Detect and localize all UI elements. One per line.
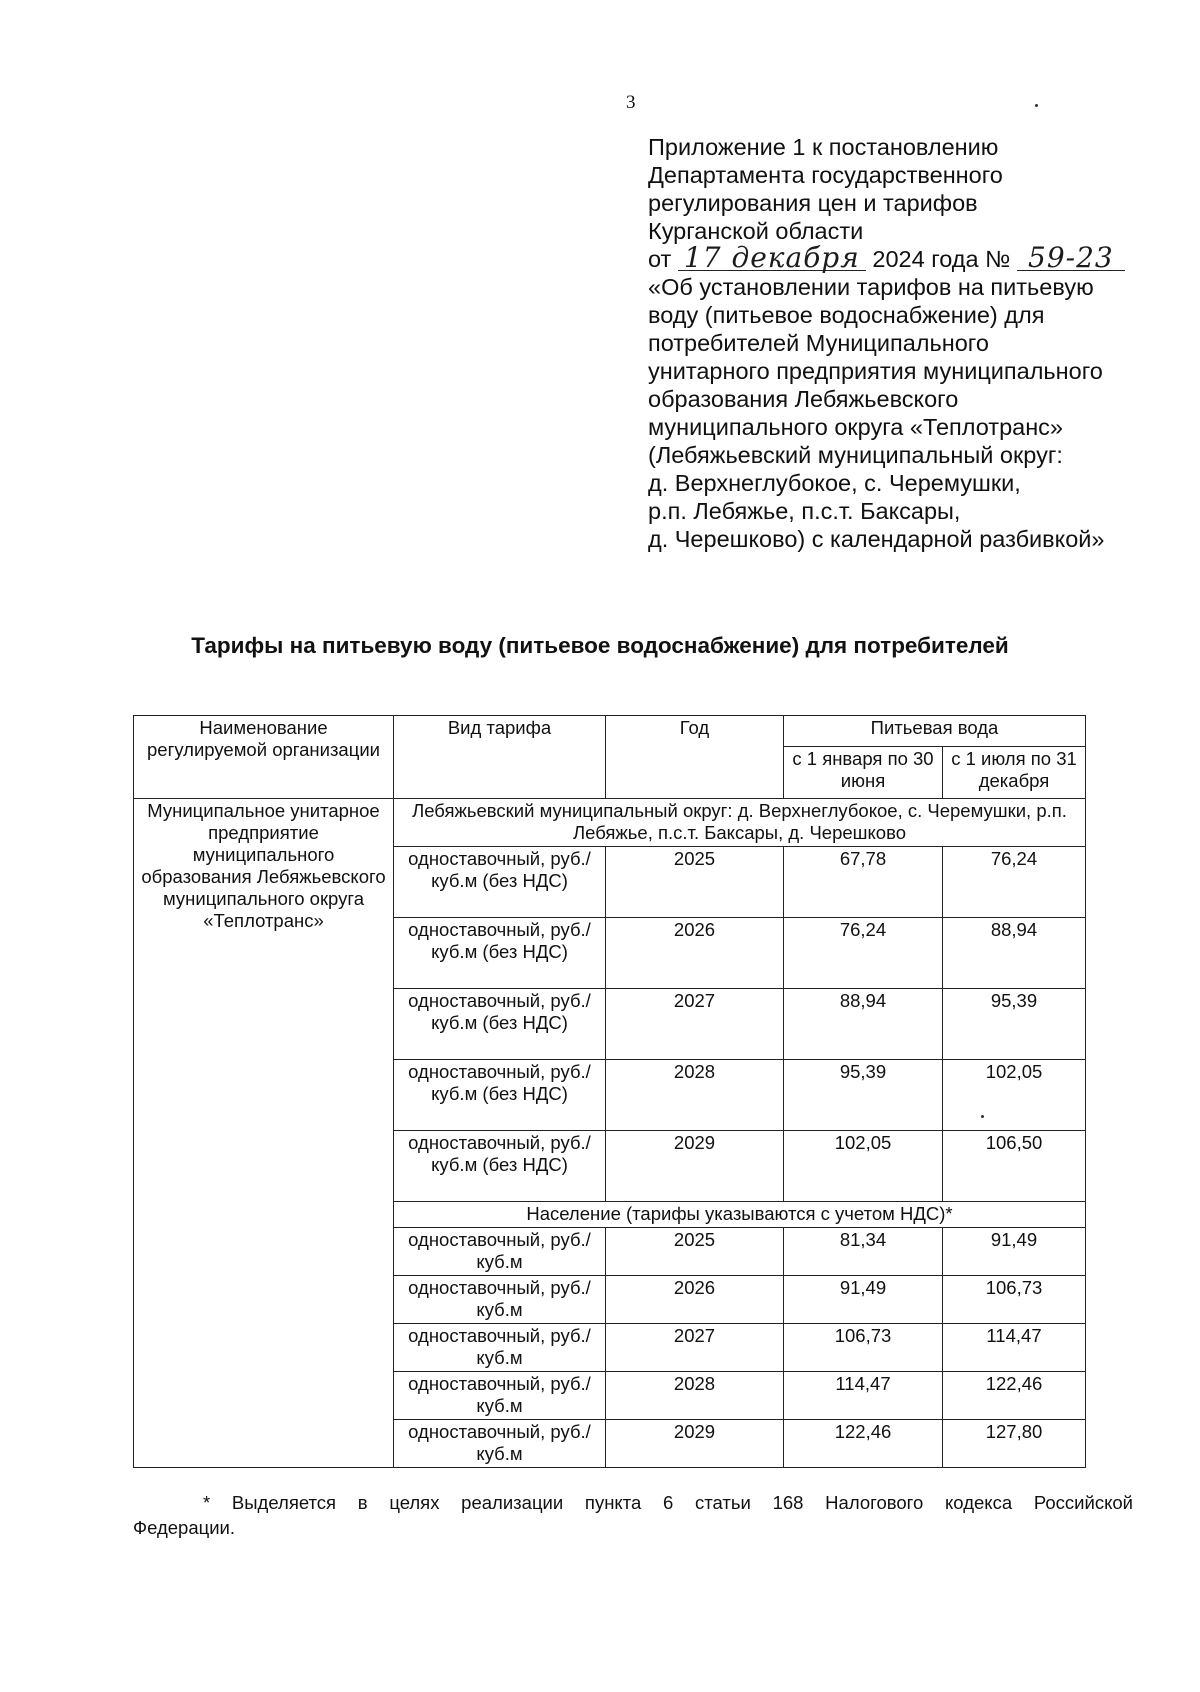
h1-value-cell: 114,47	[784, 1372, 943, 1420]
h1-value-cell: 95,39	[784, 1060, 943, 1131]
date-prefix: от	[648, 246, 672, 272]
appendix-subject-line: д. Верхнеглубокое, с. Черемушки,	[648, 470, 1021, 496]
appendix-subject-line: потребителей Муниципального	[648, 330, 989, 356]
appendix-line: Департамента государственного	[648, 162, 1003, 188]
h2-value-cell: 127,80	[943, 1420, 1086, 1468]
year-cell: 2029	[606, 1131, 784, 1202]
tariff-type-cell: одноставочный, руб./куб.м	[394, 1372, 606, 1420]
appendix-line: Приложение 1 к постановлению	[648, 134, 999, 160]
h2-value-cell: 76,24	[943, 847, 1086, 918]
year-cell: 2026	[606, 918, 784, 989]
h2-value-cell: 91,49	[943, 1228, 1086, 1276]
appendix-subject-line: «Об установлении тарифов на питьевую	[648, 274, 1094, 300]
header-tariff-type: Вид тарифа	[394, 716, 606, 799]
footnote: * Выделяется в целях реализации пункта 6 статьи 168 Налогового кодекса Российской Федерации.	[133, 1492, 1133, 1538]
h2-value-cell: 114,47	[943, 1324, 1086, 1372]
tariff-table	[133, 715, 1086, 1468]
tariff-type-cell: одноставочный, руб./куб.м (без НДС)	[394, 918, 606, 989]
h2-value-cell: 102,05	[943, 1060, 1086, 1131]
h1-value-cell: 81,34	[784, 1228, 943, 1276]
tariff-type-cell: одноставочный, руб./куб.м	[394, 1276, 606, 1324]
appendix-subject-line: р.п. Лебяжье, п.с.т. Баксары,	[648, 498, 961, 524]
appendix-subject-line: воду (питьевое водоснабжение) для	[648, 302, 1045, 328]
h2-value-cell: 106,73	[943, 1276, 1086, 1324]
appendix-subject-line: д. Черешково) с календарной разбивкой»	[648, 526, 1105, 552]
year-cell: 2025	[606, 1228, 784, 1276]
appendix-subject-line: муниципального округа «Теплотранс»	[648, 414, 1064, 440]
header-row	[134, 716, 1086, 747]
handwritten-number: 59-23	[1017, 246, 1125, 271]
header-period-2: с 1 июля по 31 декабря	[943, 747, 1086, 799]
appendix-line: Курганской области	[648, 218, 864, 244]
year-cell: 2029	[606, 1420, 784, 1468]
year-cell: 2027	[606, 989, 784, 1060]
organization-cell: Муниципальное унитарное предприятие муниципального образования Лебяжьевского муниципального округа «Теплотранс»	[134, 799, 394, 1468]
h2-value-cell: 88,94	[943, 918, 1086, 989]
appendix-date-line	[648, 241, 1168, 274]
year-cell: 2027	[606, 1324, 784, 1372]
scan-speck	[981, 1115, 984, 1118]
handwritten-date: 17 декабря	[678, 246, 866, 271]
appendix-line: регулирования цен и тарифов	[648, 190, 978, 216]
h1-value-cell: 76,24	[784, 918, 943, 989]
year-cell: 2026	[606, 1276, 784, 1324]
tariff-type-cell: одноставочный, руб./куб.м (без НДС)	[394, 847, 606, 918]
h1-value-cell: 106,73	[784, 1324, 943, 1372]
h2-value-cell: 106,50	[943, 1131, 1086, 1202]
year-cell: 2025	[606, 847, 784, 918]
header-period-1: с 1 января по 30 июня	[784, 747, 943, 799]
year-cell: 2028	[606, 1060, 784, 1131]
section-territory: Лебяжьевский муниципальный округ: д. Верхнеглубокое, с. Черемушки, р.п. Лебяжье, п.с.т. Баксары, д. Черешково	[394, 799, 1086, 847]
document-title: Тарифы на питьевую воду (питьевое водоснабжение) для потребителей	[191, 633, 1009, 658]
year-cell: 2028	[606, 1372, 784, 1420]
page-number: 3	[626, 92, 636, 113]
tariff-type-cell: одноставочный, руб./куб.м (без НДС)	[394, 1131, 606, 1202]
appendix-header	[648, 133, 1168, 553]
h2-value-cell: 95,39	[943, 989, 1086, 1060]
h1-value-cell: 67,78	[784, 847, 943, 918]
scan-speck	[1035, 104, 1038, 107]
header-org: Наименование регулируемой организации	[134, 716, 394, 799]
h1-value-cell: 91,49	[784, 1276, 943, 1324]
tariff-type-cell: одноставочный, руб./куб.м	[394, 1420, 606, 1468]
header-drinking-water: Питьевая вода	[784, 716, 1086, 747]
tariff-type-cell: одноставочный, руб./куб.м (без НДС)	[394, 1060, 606, 1131]
tariff-type-cell: одноставочный, руб./куб.м	[394, 1324, 606, 1372]
year-text: 2024 года №	[872, 246, 1011, 272]
section-population: Население (тарифы указываются с учетом НДС)*	[394, 1202, 1086, 1228]
h1-value-cell: 88,94	[784, 989, 943, 1060]
appendix-subject-line: (Лебяжьевский муниципальный округ:	[648, 442, 1063, 468]
appendix-subject-line: унитарного предприятия муниципального	[648, 358, 1103, 384]
h1-value-cell: 102,05	[784, 1131, 943, 1202]
appendix-subject-line: образования Лебяжьевского	[648, 386, 959, 412]
section-row	[134, 799, 1086, 847]
tariff-type-cell: одноставочный, руб./куб.м	[394, 1228, 606, 1276]
tariff-type-cell: одноставочный, руб./куб.м (без НДС)	[394, 989, 606, 1060]
header-year: Год	[606, 716, 784, 799]
h2-value-cell: 122,46	[943, 1372, 1086, 1420]
h1-value-cell: 122,46	[784, 1420, 943, 1468]
